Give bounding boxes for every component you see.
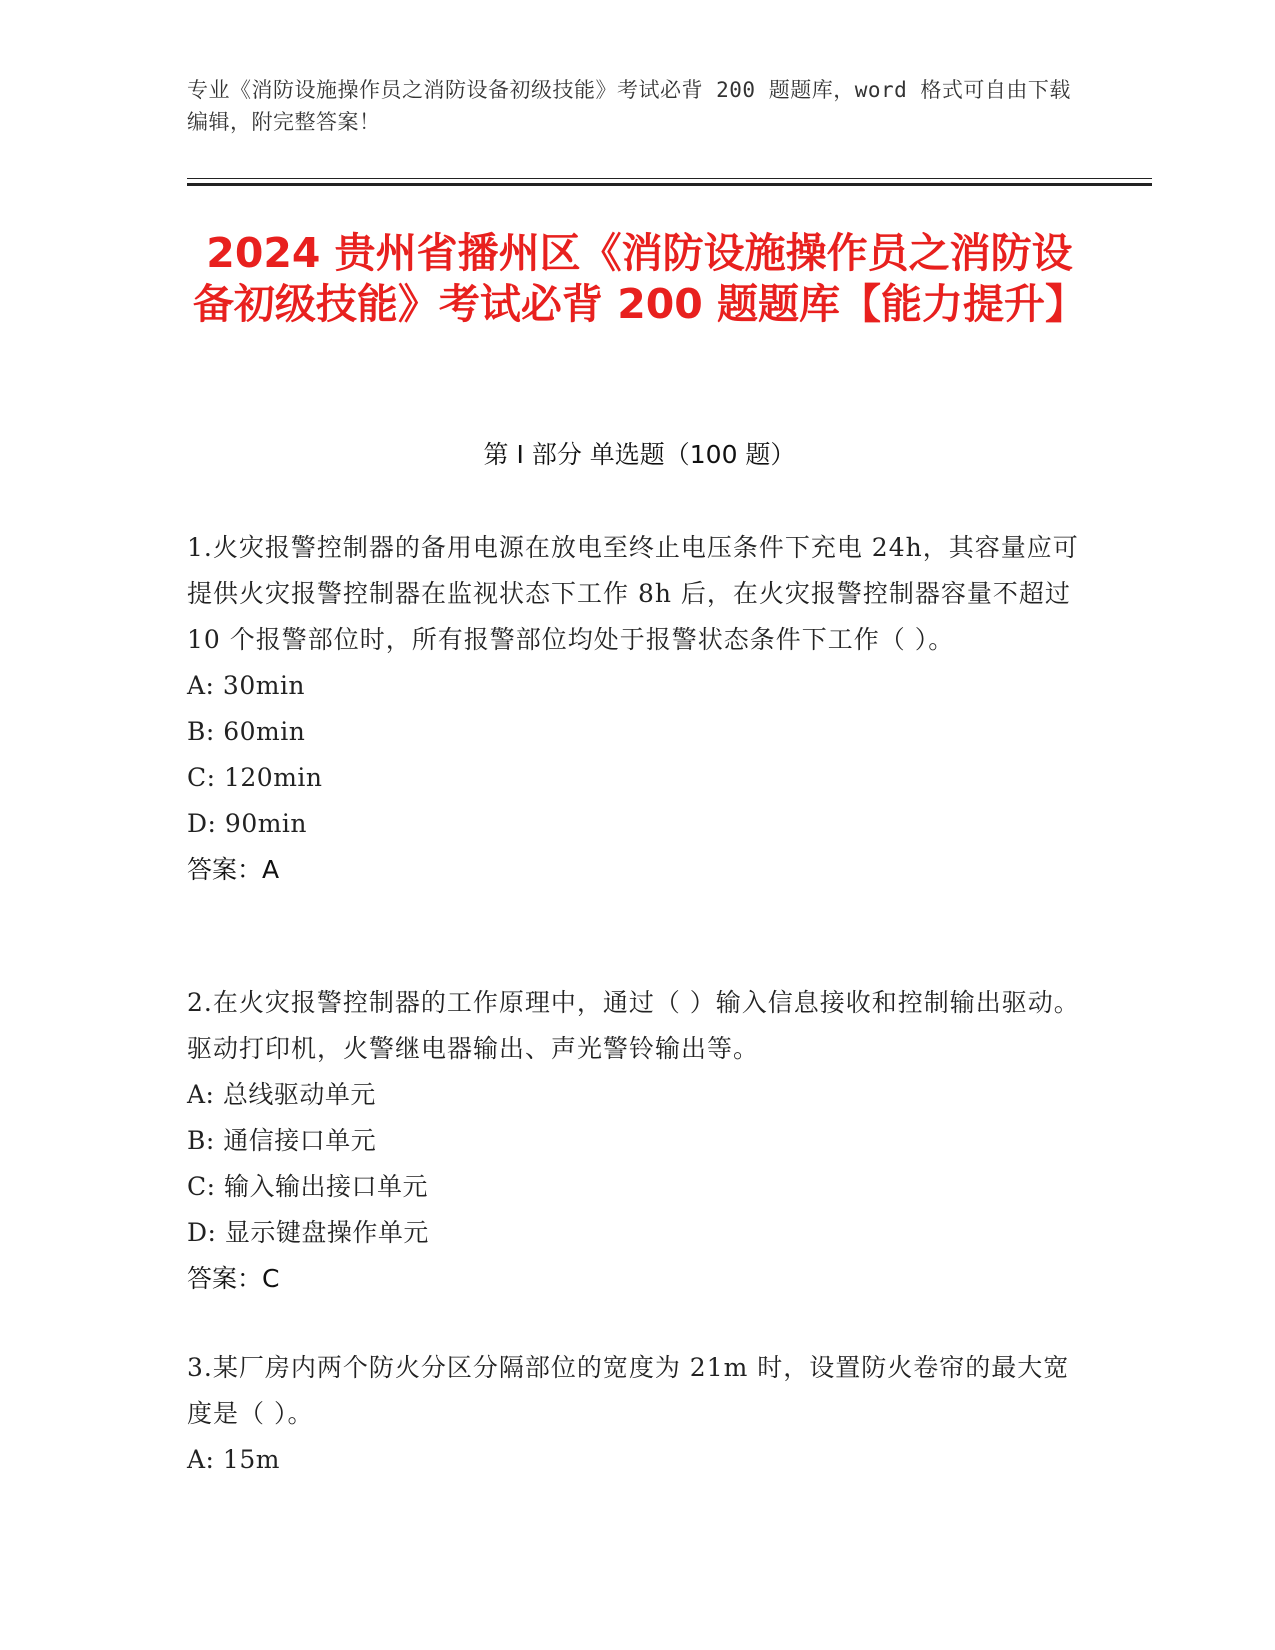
header-divider-thick xyxy=(187,183,1152,186)
option-a: A: 15m xyxy=(187,1445,280,1474)
option-a: A: 30min xyxy=(187,671,306,700)
question-stem: 1.火灾报警控制器的备用电源在放电至终止电压条件下充电 24h，其容量应可提供火灾报警控制器在监视状态下工作 8h 后，在火灾报警控制器容量不超过 10 个报警部位时，所有报警部位均处于报警状态条件下工作（ ）。 xyxy=(187,533,1079,654)
question-stem: 3.某厂房内两个防火分区分隔部位的宽度为 21m 时，设置防火卷帘的最大宽度是（ ）。 xyxy=(187,1353,1070,1428)
option-d: D: 显示键盘操作单元 xyxy=(187,1218,429,1247)
section-heading: 第 I 部分 单选题（100 题） xyxy=(483,440,796,469)
answer-line: 答案：C xyxy=(187,1264,280,1293)
option-b: B: 通信接口单元 xyxy=(187,1126,377,1155)
question-3 xyxy=(187,1345,1082,1483)
option-b: B: 60min xyxy=(187,717,306,746)
question-2 xyxy=(187,980,1082,1302)
option-a: A: 总线驱动单元 xyxy=(187,1080,376,1109)
answer-line: 答案：A xyxy=(187,855,280,884)
document-title: 2024 贵州省播州区《消防设施操作员之消防设备初级技能》考试必背 200 题题库【能力提升】 xyxy=(192,229,1087,328)
question-1 xyxy=(187,525,1082,893)
header-note: 专业《消防设施操作员之消防设备初级技能》考试必背 200 题题库，word 格式可自由下载编辑，附完整答案！ xyxy=(187,78,1071,134)
option-c: C: 输入输出接口单元 xyxy=(187,1172,428,1201)
option-d: D: 90min xyxy=(187,809,308,838)
question-stem: 2.在火灾报警控制器的工作原理中，通过（ ）输入信息接收和控制输出驱动。驱动打印机，火警继电器输出、声光警铃输出等。 xyxy=(187,988,1080,1063)
header-divider-thin xyxy=(187,178,1152,179)
option-c: C: 120min xyxy=(187,763,323,792)
